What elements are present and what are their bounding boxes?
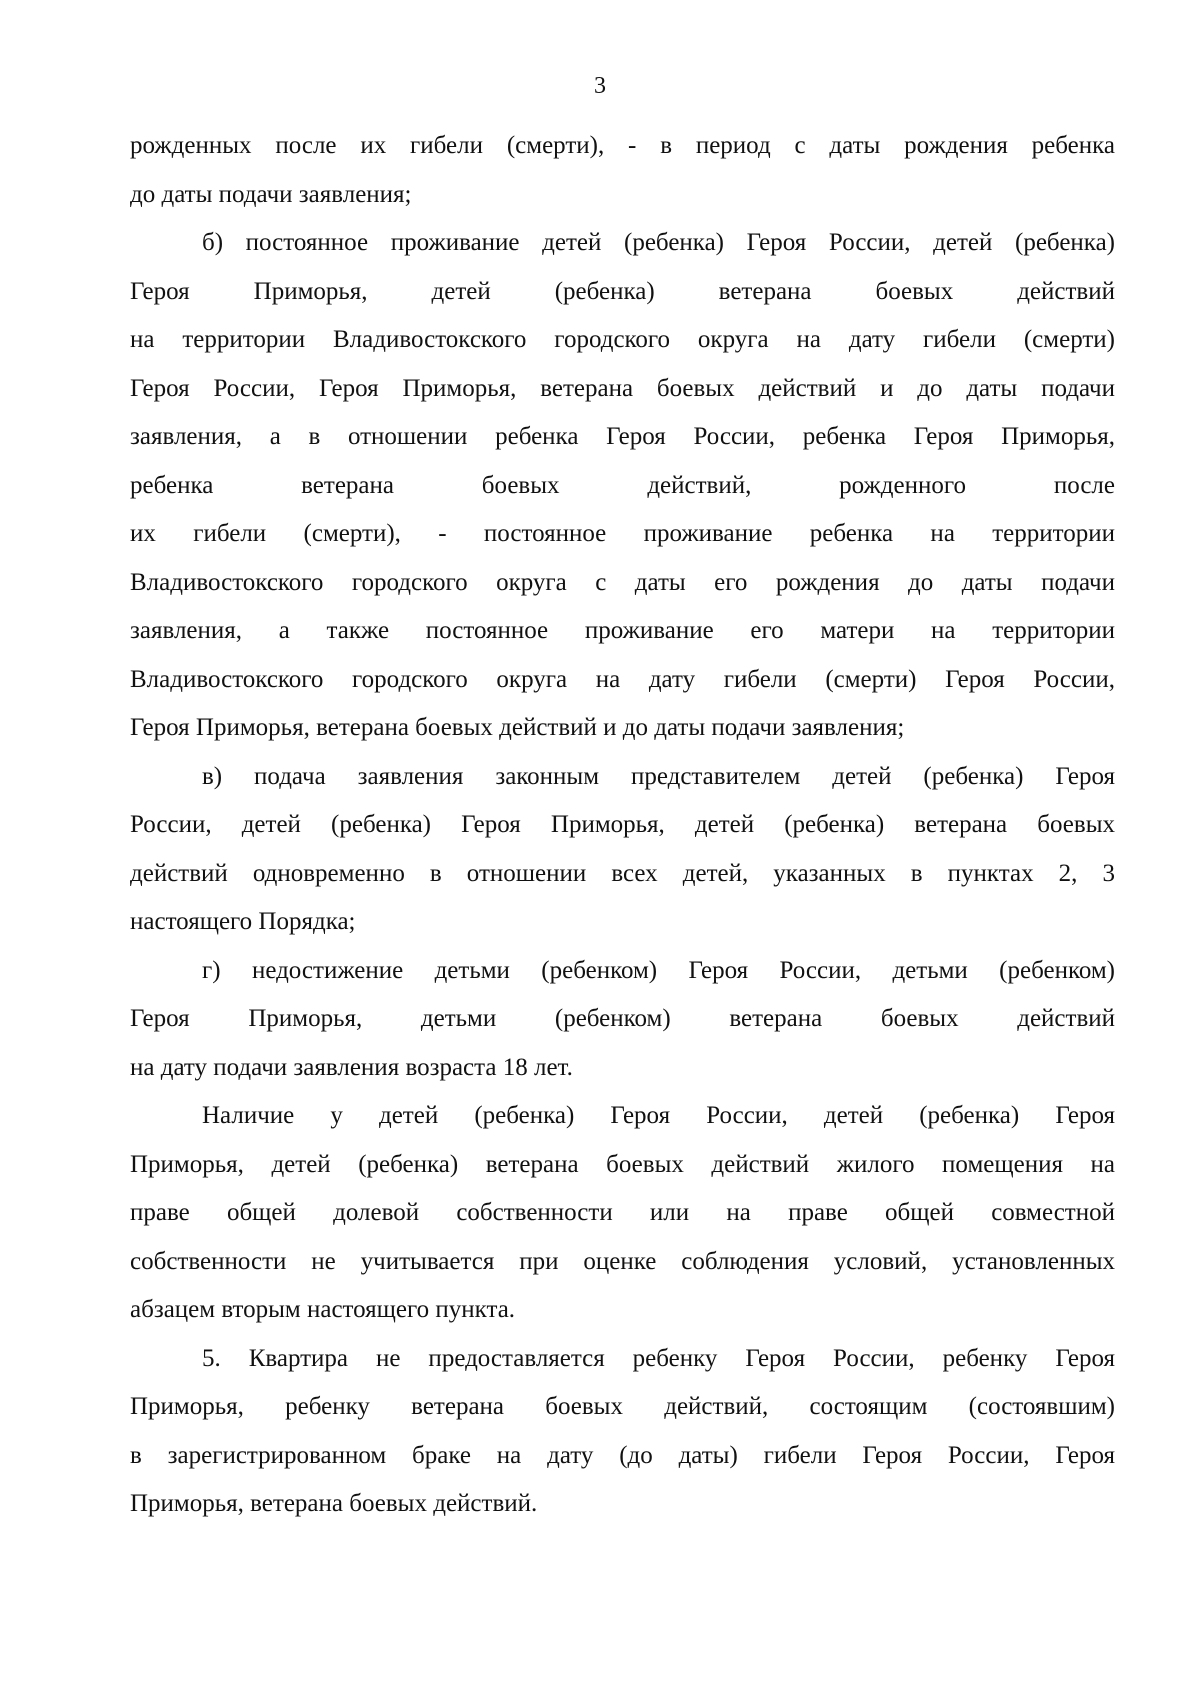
- text-line: Героя Приморья, детьми (ребенком) ветерана боевых действий: [130, 1005, 1115, 1032]
- text-line: на дату подачи заявления возраста 18 лет.: [130, 1053, 573, 1081]
- text-line: в зарегистрированном браке на дату (до даты) гибели Героя России, Героя: [130, 1441, 1115, 1469]
- text-line: ребенка ветерана боевых действий, рожденного после: [130, 471, 1115, 499]
- paragraph-item-g: [130, 947, 1115, 1093]
- text-line: Владивостокского городского округа на дату гибели (смерти) Героя России,: [130, 665, 1115, 693]
- text-line: абзацем вторым настоящего пункта.: [130, 1296, 516, 1323]
- text-line: Героя Приморья, ветерана боевых действий и до даты подачи заявления;: [130, 714, 905, 741]
- text-line: б) постоянное проживание детей (ребенка) Героя России, детей (ребенка): [202, 229, 1115, 256]
- text-line: Приморья, ребенку ветерана боевых действий, состоящим (состоявшим): [130, 1393, 1115, 1420]
- text-line: в) подача заявления законным представителем детей (ребенка) Героя: [202, 762, 1115, 790]
- paragraph-ownership-note: [130, 1092, 1115, 1335]
- text-line: настоящего Порядка;: [130, 908, 356, 935]
- page-number: 3: [594, 73, 606, 99]
- text-line: Героя Приморья, детей (ребенка) ветерана боевых действий: [130, 277, 1115, 305]
- paragraph-clause-5: [130, 1335, 1115, 1529]
- text-line: заявления, а в отношении ребенка Героя России, ребенка Героя Приморья,: [130, 423, 1115, 450]
- paragraph-item-v: [130, 753, 1115, 947]
- text-line: до даты подачи заявления;: [130, 180, 412, 208]
- text-line: собственности не учитывается при оценке соблюдения условий, установленных: [130, 1247, 1115, 1275]
- text-line: Владивостокского городского округа с даты его рождения до даты подачи: [130, 568, 1115, 596]
- text-line: на территории Владивостокского городского округа на дату гибели (смерти): [130, 326, 1115, 353]
- text-line: действий одновременно в отношении всех детей, указанных в пунктах 2, 3: [130, 859, 1115, 887]
- text-line: Приморья, ветерана боевых действий.: [130, 1490, 538, 1517]
- text-line: России, детей (ребенка) Героя Приморья, детей (ребенка) ветерана боевых: [130, 811, 1115, 838]
- document-body: [130, 122, 1115, 1529]
- text-line: праве общей долевой собственности или на праве общей совместной: [130, 1199, 1115, 1226]
- text-line: Приморья, детей (ребенка) ветерана боевых действий жилого помещения на: [130, 1150, 1115, 1178]
- text-line: Героя России, Героя Приморья, ветерана боевых действий и до даты подачи: [130, 374, 1115, 402]
- text-line: их гибели (смерти), - постоянное проживание ребенка на территории: [130, 520, 1115, 547]
- text-line: заявления, а также постоянное проживание его матери на территории: [130, 617, 1115, 644]
- paragraph-continuation: [130, 122, 1115, 219]
- text-line: рожденных после их гибели (смерти), - в период с даты рождения ребенка: [130, 132, 1115, 159]
- text-line: 5. Квартира не предоставляется ребенку Героя России, ребенку Героя: [202, 1344, 1115, 1372]
- text-line: Наличие у детей (ребенка) Героя России, детей (ребенка) Героя: [202, 1102, 1115, 1129]
- text-line: г) недостижение детьми (ребенком) Героя России, детьми (ребенком): [202, 956, 1115, 984]
- paragraph-item-b: [130, 219, 1115, 753]
